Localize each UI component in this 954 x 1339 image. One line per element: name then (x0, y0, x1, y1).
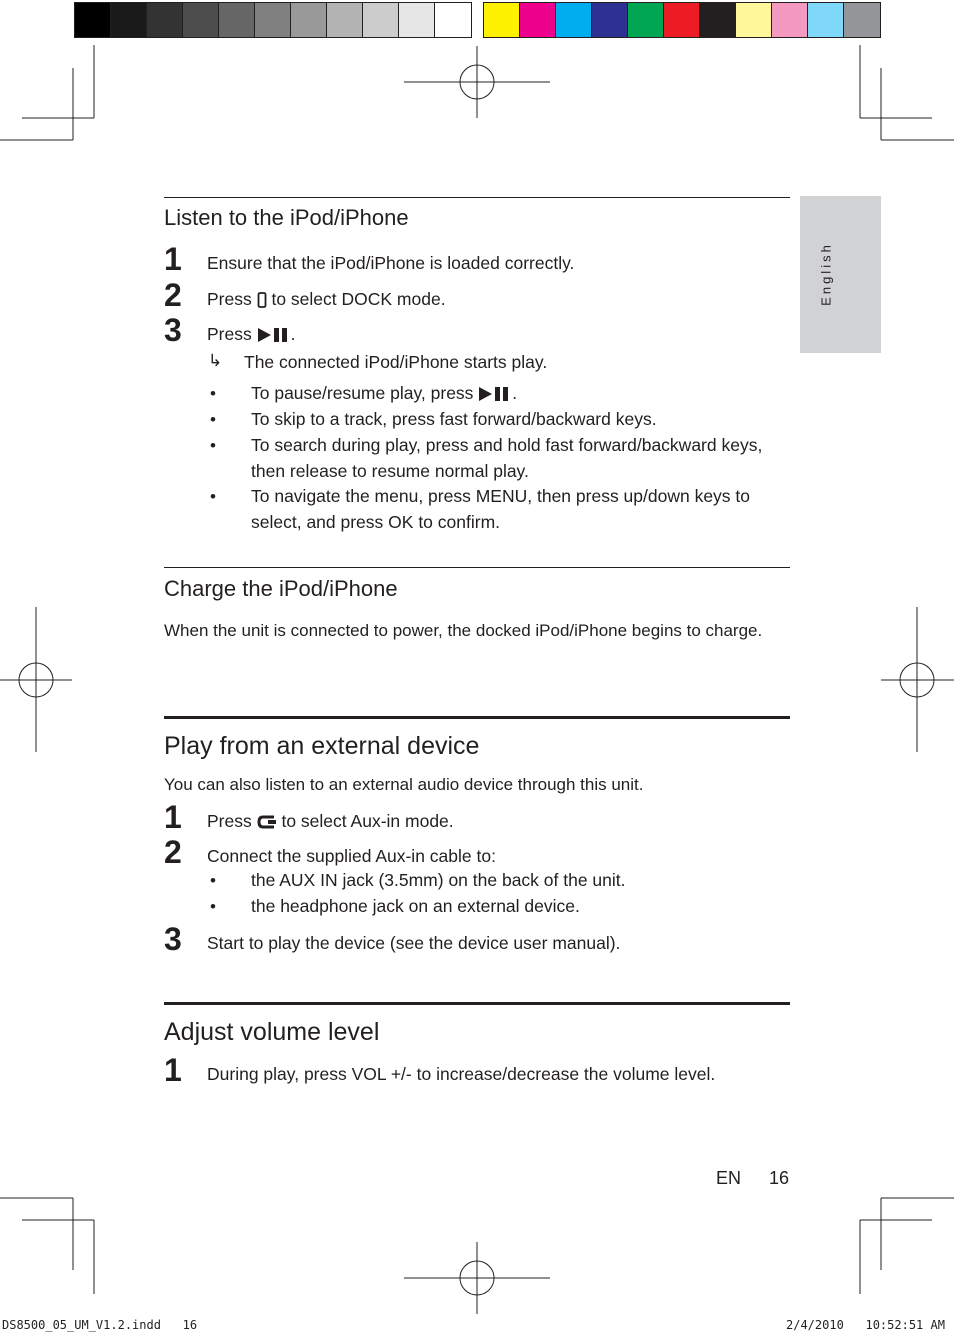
step-number: 1 (164, 1052, 182, 1088)
play-pause-icon (257, 327, 291, 343)
page-number: 16 (769, 1168, 790, 1188)
bullet-text-mid: , then press up/down keys to select, and press (251, 486, 751, 532)
step-number: 3 (164, 921, 182, 957)
bullet-text (251, 381, 791, 407)
bullet-text (251, 484, 786, 535)
registration-mark-left (0, 607, 72, 752)
section-title-listen: Listen to the iPod/iPhone (164, 205, 409, 230)
step-text-pre: Press (207, 324, 257, 344)
bullet-marker: • (210, 487, 216, 506)
ok-key: OK (388, 511, 414, 532)
step-text-post: to increase/decrease the volume level. (411, 1064, 716, 1084)
bullet-text-pre: To navigate the menu, press (251, 486, 476, 506)
charge-body: When the unit is connected to power, the docked iPod/iPhone begins to charge. (164, 621, 763, 640)
registration-mark-top (404, 46, 550, 118)
section-rule (164, 1002, 790, 1005)
bullet-text (251, 868, 791, 894)
language-side-tab (800, 196, 881, 353)
step-text (207, 809, 454, 833)
bullet-marker: • (210, 410, 216, 429)
bullet-text: To search during play, press and hold fast forward/backward keys, then release to resume normal play. (251, 435, 763, 481)
result-text: The connected iPod/iPhone starts play. (244, 352, 548, 372)
bullet-marker: • (210, 384, 216, 403)
menu-key: MENU (475, 486, 528, 506)
step-text-post: to select DOCK mode. (266, 289, 446, 309)
vol-key: VOL +/- (351, 1064, 412, 1084)
step-text: Start to play the device (see the device user manual). (207, 933, 621, 953)
external-intro: You can also listen to an external audio device through this unit. (164, 775, 644, 794)
result-arrow: ↳ (208, 351, 223, 370)
step-number: 3 (164, 312, 182, 348)
bullet-text-pre: the (251, 870, 280, 890)
bullet-text: the headphone jack on an external device. (251, 896, 580, 916)
step-text-post: to select Aux-in mode. (276, 811, 454, 831)
section-rule (164, 716, 790, 719)
step-text: Ensure that the iPod/iPhone is loaded correctly. (207, 253, 575, 273)
section-title-external: Play from an external device (164, 732, 480, 760)
footer-language: EN (716, 1168, 742, 1188)
section-title-volume: Adjust volume level (164, 1018, 380, 1046)
bullet-marker: • (210, 436, 216, 455)
step-text (207, 322, 295, 346)
dock-icon (257, 292, 267, 308)
section-rule (164, 197, 790, 198)
play-pause-icon (478, 386, 512, 402)
step-text (207, 287, 446, 311)
section-title-charge: Charge the iPod/iPhone (164, 576, 398, 601)
bullet-marker: • (210, 871, 216, 890)
aux-icon (257, 814, 277, 830)
registration-mark-right (881, 607, 954, 752)
slug-file-info: DS8500_05_UM_V1.2.indd 16 (2, 1318, 198, 1332)
section-rule (164, 567, 790, 568)
bullet-text-pre: To pause/resume play, press (251, 383, 479, 403)
step-text-post: . (290, 324, 296, 344)
step-text-pre: Press (207, 289, 257, 309)
step-number: 1 (164, 799, 182, 835)
bullet-marker: • (210, 897, 216, 916)
step-text: Connect the supplied Aux-in cable to: (207, 846, 496, 866)
bullet-text: To skip to a track, press fast forward/backward keys. (251, 409, 657, 429)
slug-timestamp: 2/4/2010 10:52:51 AM (786, 1318, 945, 1332)
bullet-text-post: jack (3.5mm) on the back of the unit. (337, 870, 626, 890)
step-text-pre: During play, press (207, 1064, 352, 1084)
bullet-text-post: . (512, 383, 518, 403)
step-text (207, 1062, 715, 1086)
step-text-pre: Press (207, 811, 257, 831)
language-tab-label: English (818, 242, 834, 306)
step-number: 2 (164, 277, 182, 313)
registration-mark-bottom (404, 1242, 550, 1314)
aux-in-key: AUX IN (279, 870, 338, 890)
step-number: 2 (164, 834, 182, 870)
bullet-text-post: to confirm. (413, 511, 501, 532)
step-number: 1 (164, 241, 182, 277)
